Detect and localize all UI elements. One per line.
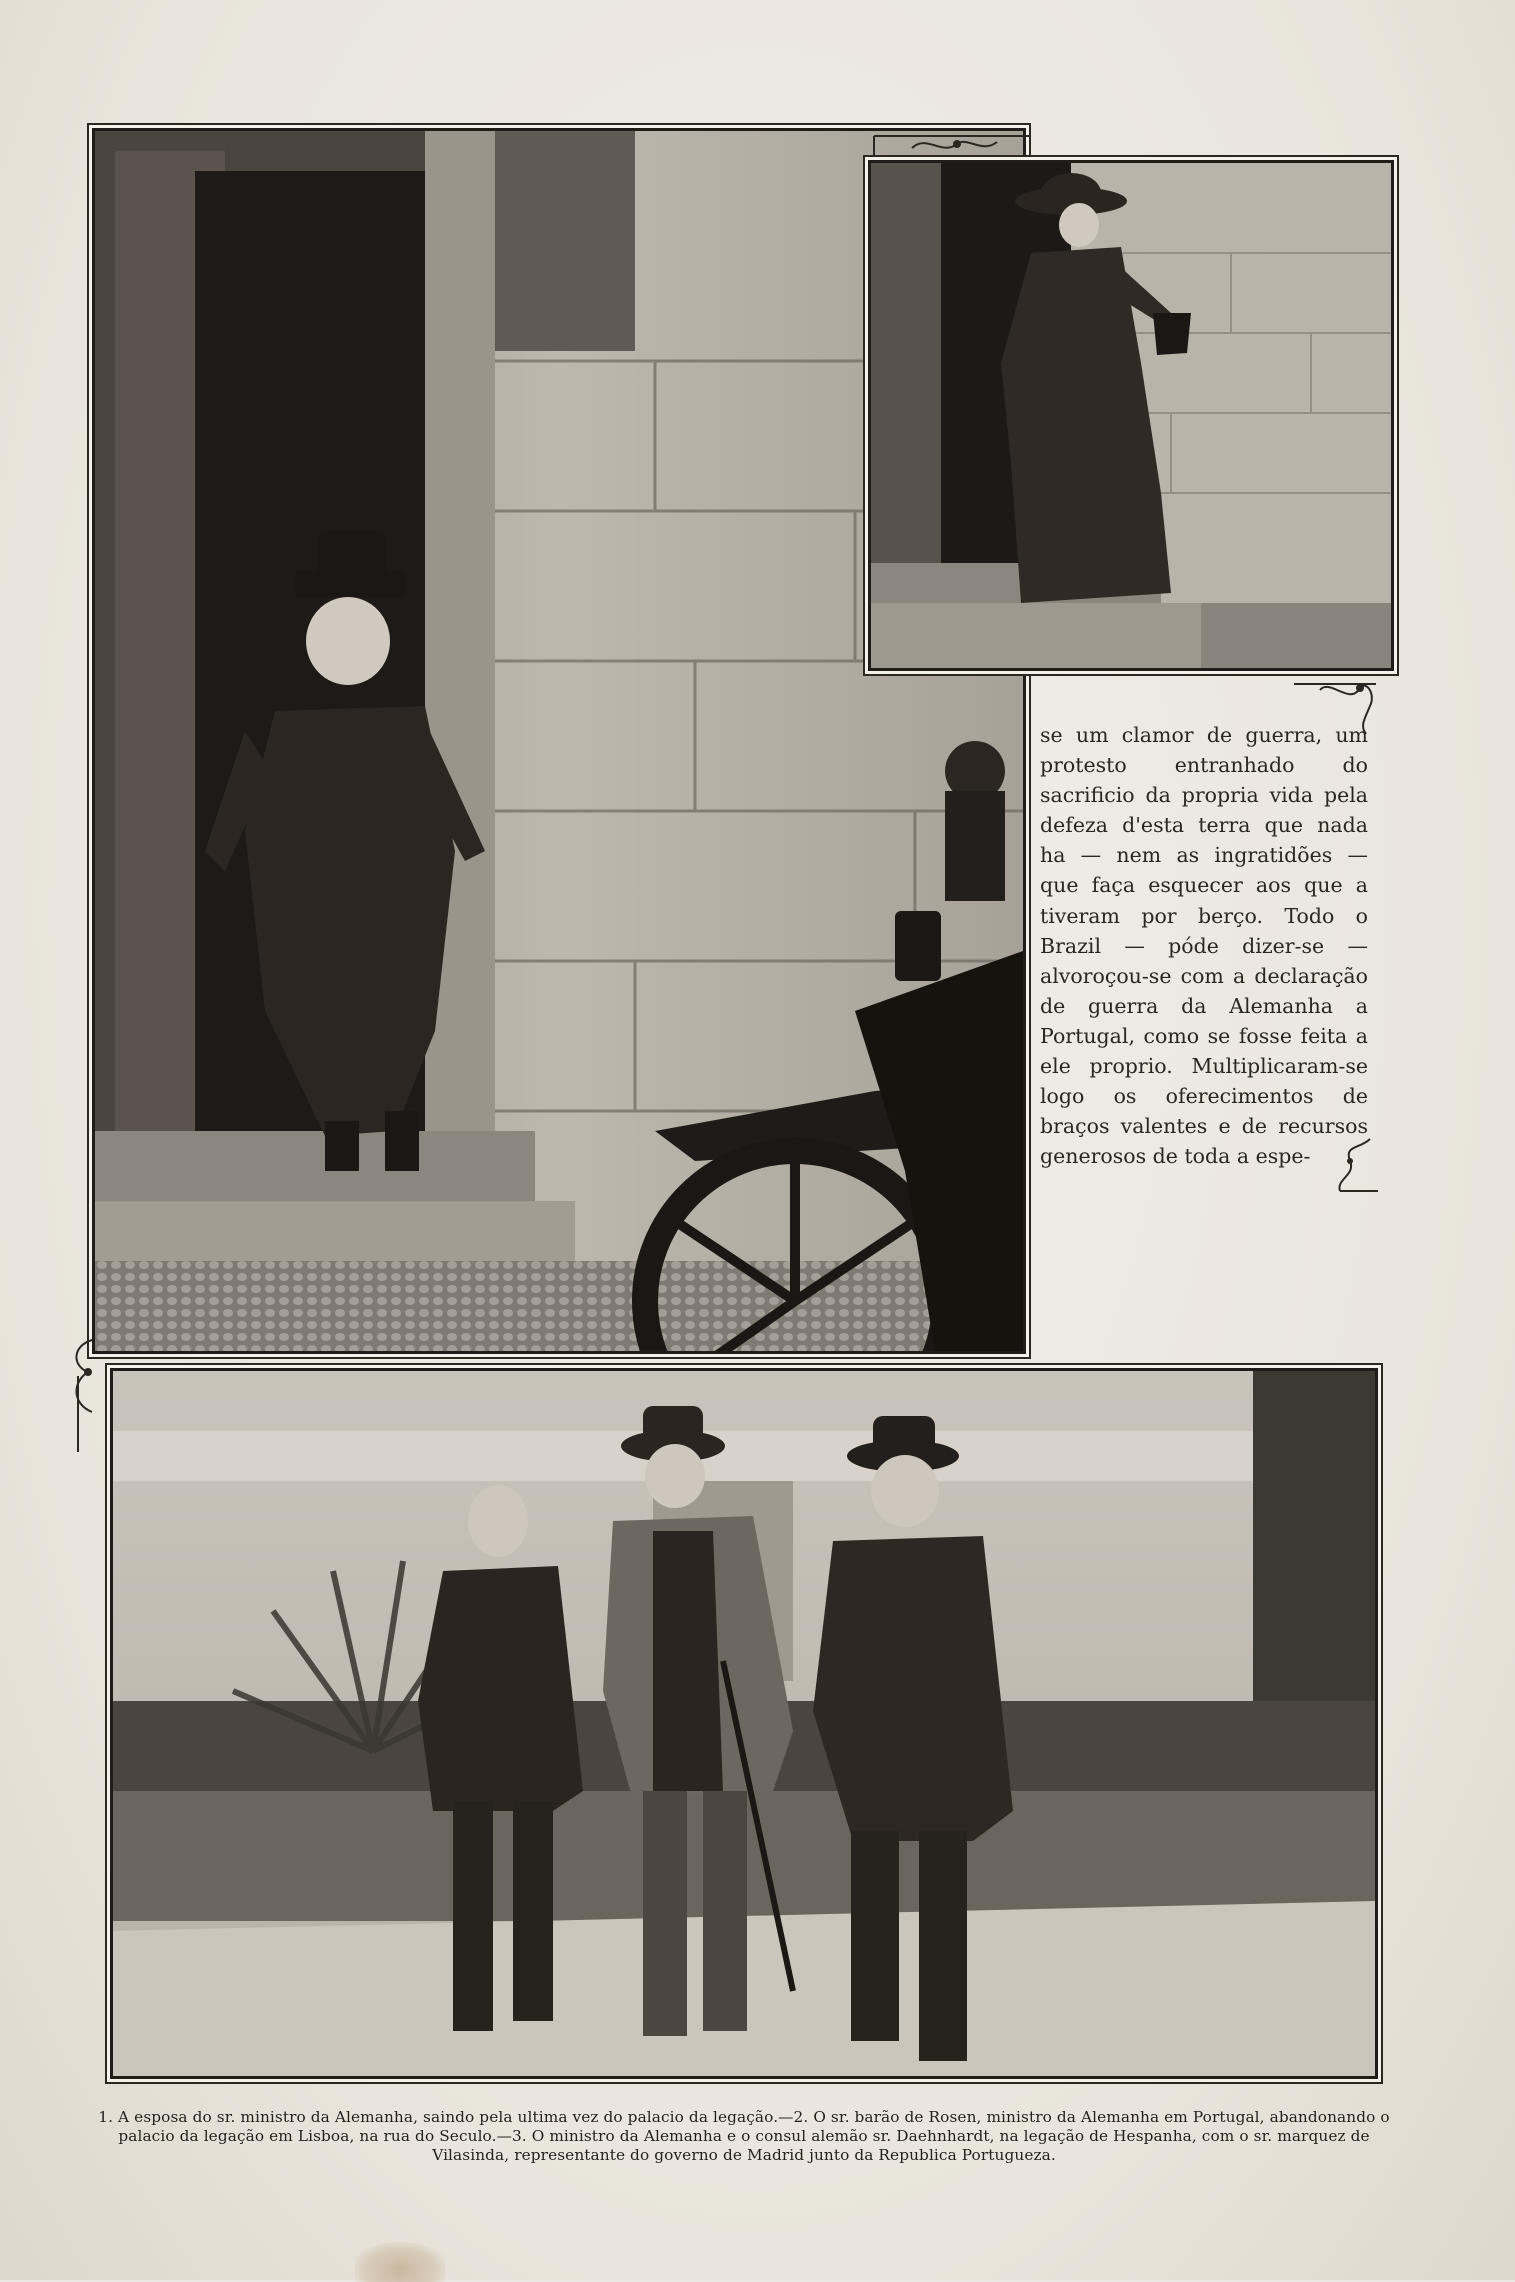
caption-text: 1. A esposa do sr. ministro da Alemanha, saindo pela ultima vez do palacio da legação.—2. O sr. barão de Rosen, ministro da Alemanha em Portugal, abandonando o palacio da legação em Lisboa, na rua do Seculo.—3. O ministro da Alemanha e o consul alemão sr. Daehnhardt, na legação de Hespanha, com o sr. marquez de Vilasinda, representante do governo de Madrid junto da Republica Portugueza. — [98, 2108, 1390, 2164]
article-paragraph: se um clamor de guerra, um protesto entranhado do sacrificio da propria vida pela defeza d'esta terra que nada ha — nem as ingratidões — que faça esquecer aos que a tiveram por berço. Todo o Brazil — póde dizer-se — alvoroçou-se com a declaração de guerra da Alemanha a Portugal, como se fosse feita a ele proprio. Multiplicaram-se logo os oferecimentos de braços valentes e de recursos generosos de toda a espe- — [1040, 723, 1368, 1169]
photo-2-image — [871, 163, 1391, 668]
ornament-left — [62, 1336, 108, 1456]
photo-caption — [98, 2108, 1390, 2165]
ornament-top-right — [872, 128, 1032, 158]
photo-woman-leaving-legation — [868, 160, 1394, 671]
photo-3-image — [113, 1371, 1375, 2076]
paper-stain — [355, 2242, 445, 2282]
photo-three-men-walking — [110, 1368, 1378, 2079]
article-text — [1040, 720, 1368, 1171]
